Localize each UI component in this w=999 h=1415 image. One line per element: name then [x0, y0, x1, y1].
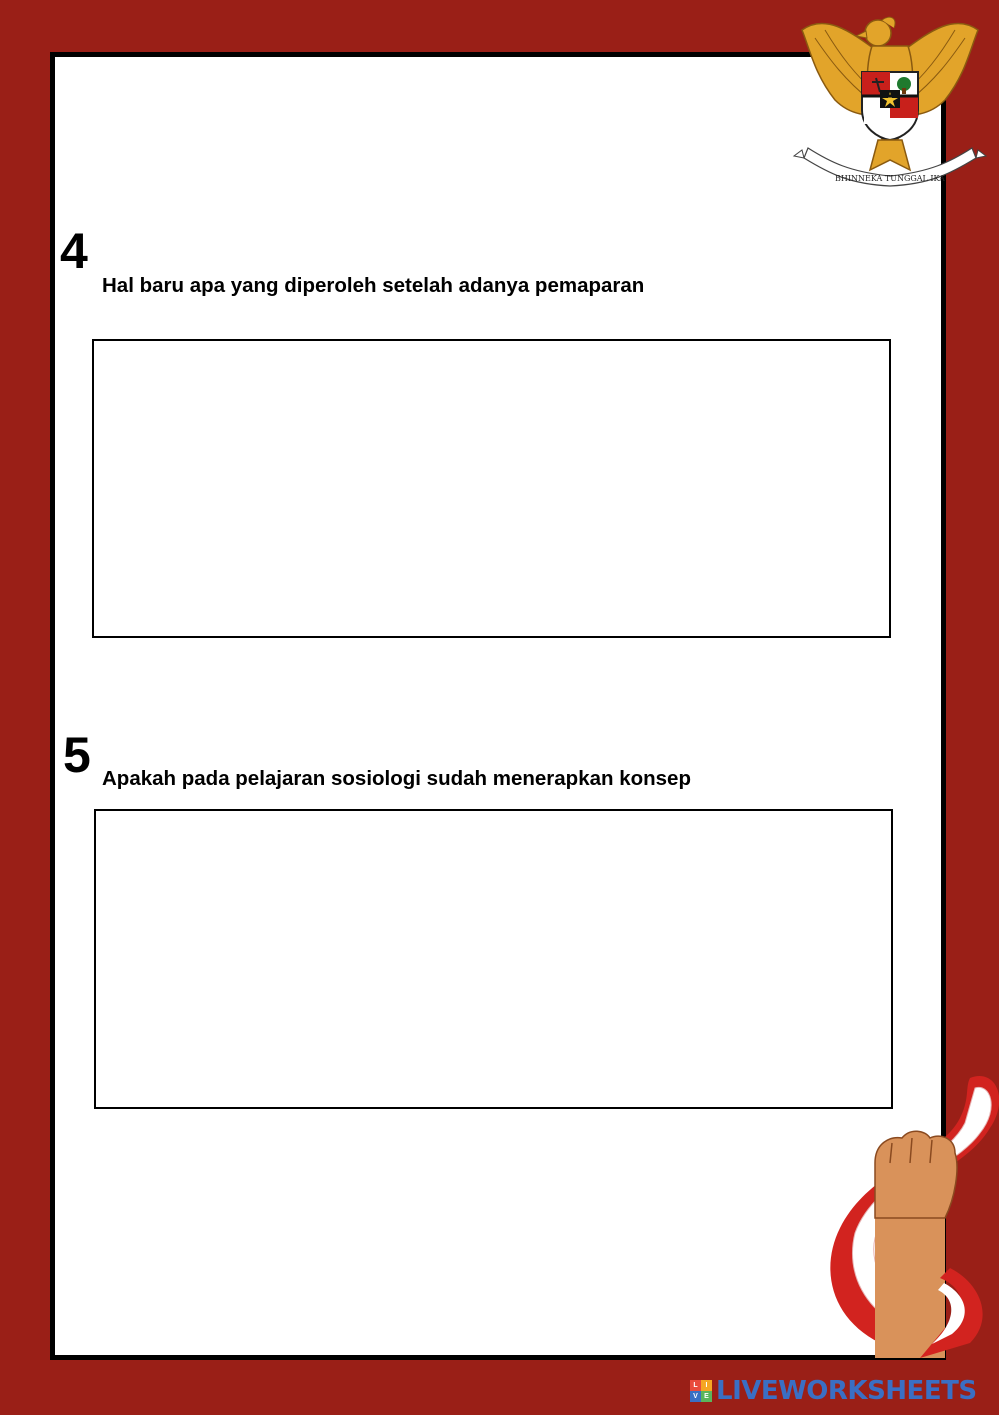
raised-fist-flag-icon — [820, 1068, 999, 1358]
question-5-line-1: Apakah pada pelajaran sosiologi sudah menerapkan konsep — [102, 767, 691, 790]
emblem-motto: BHINNEKA TUNGGAL IKA — [835, 174, 945, 183]
question-4-number: 4 — [60, 223, 88, 279]
question-5-answer-box[interactable] — [94, 809, 893, 1109]
liveworksheets-logo-icon: L I V E — [690, 1380, 712, 1402]
liveworksheets-wordmark: LIVEWORKSHEETS — [716, 1376, 977, 1406]
garuda-pancasila-icon — [790, 0, 990, 195]
question-4-answer-box[interactable] — [92, 339, 891, 638]
liveworksheets-watermark — [690, 1376, 977, 1406]
question-5-number: 5 — [63, 727, 91, 783]
question-4-line-1: Hal baru apa yang diperoleh setelah adanya pemaparan — [102, 274, 645, 297]
